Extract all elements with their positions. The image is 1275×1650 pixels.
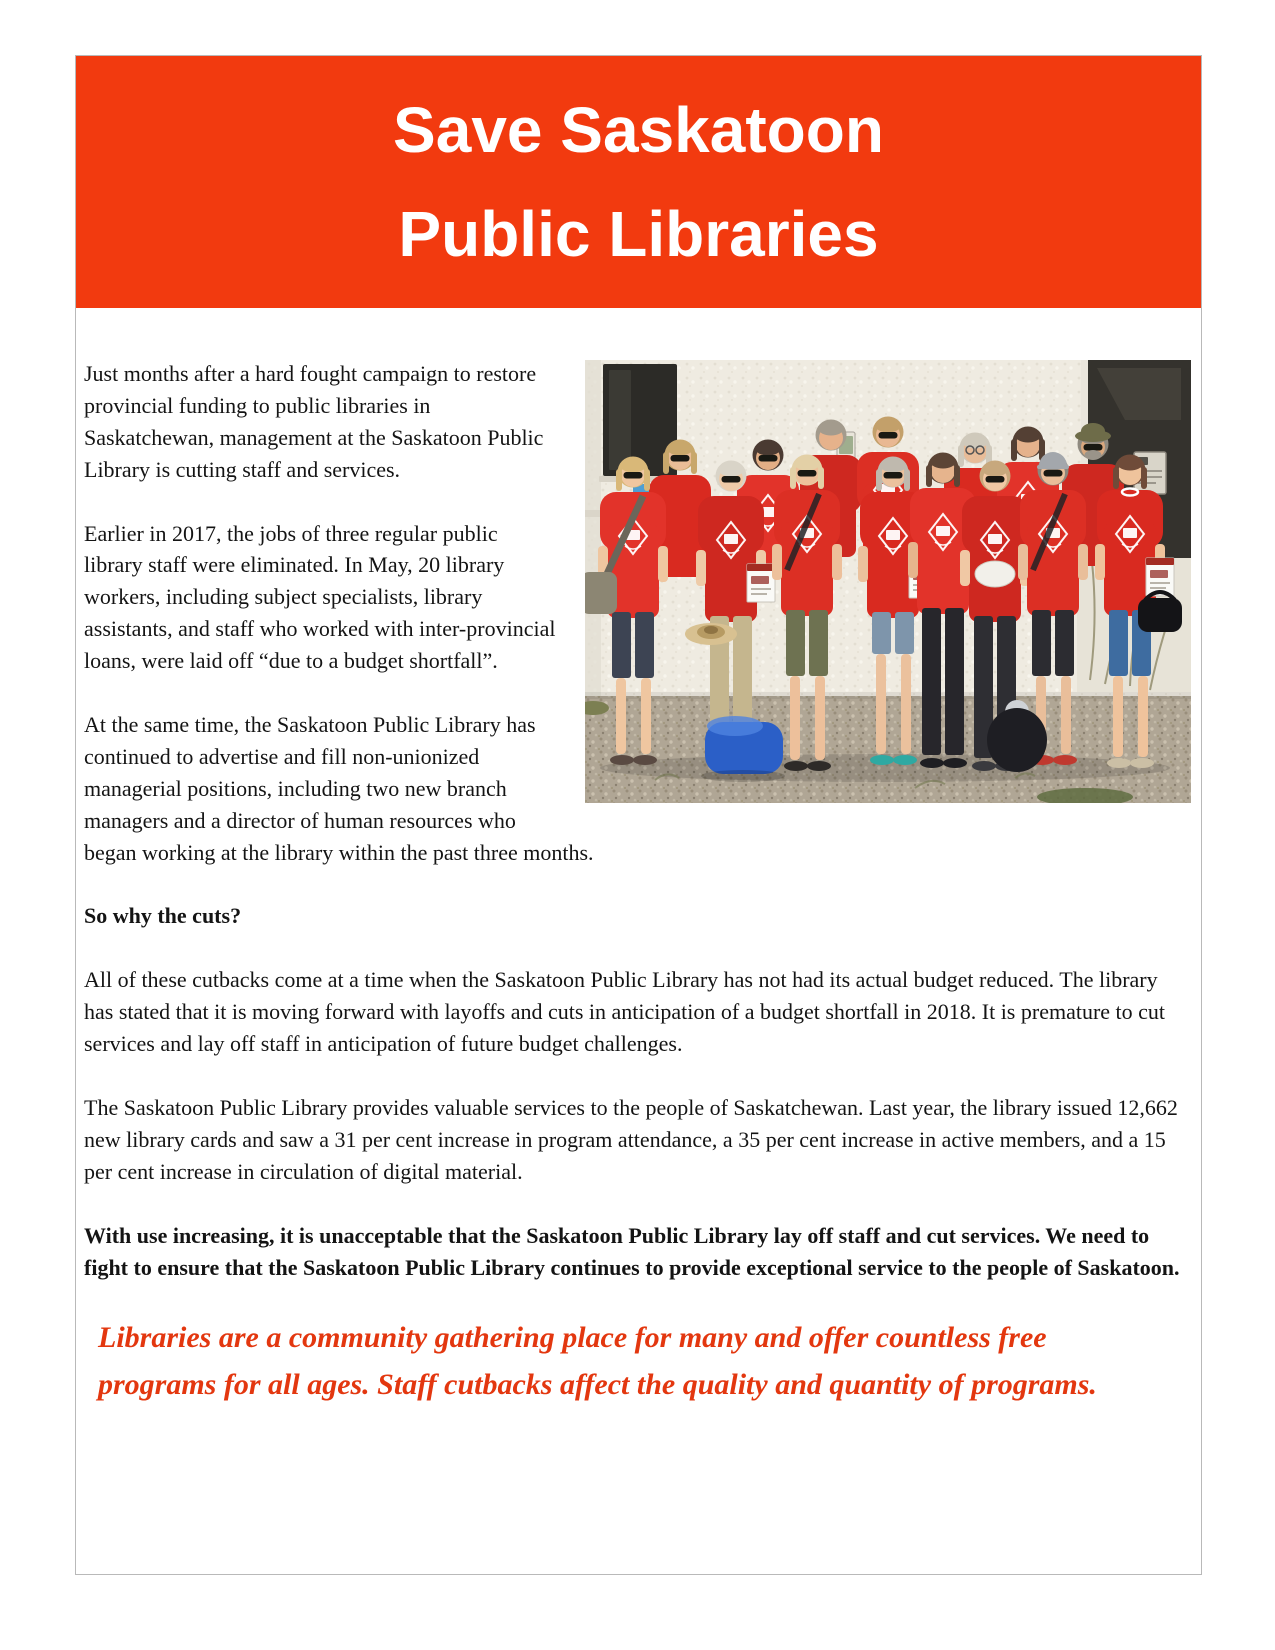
body-paragraph-3: At the same time, the Saskatoon Public Library has continued to advertise and fill non-unionized managerial positions, including two new branch managers and a director of human resources who began working at the library within the past three months. <box>84 712 594 865</box>
group-photo <box>585 360 1191 803</box>
body-paragraph-2: Earlier in 2017, the jobs of three regular public library staff were eliminated. In May, 20 library workers, including subject specialists, library assistants, and staff who worked with inter-provincial loans, were laid off “due to a budget shortfall”. <box>84 520 556 674</box>
page-frame <box>75 55 1202 1575</box>
body-paragraph-4: All of these cutbacks come at a time when the Saskatoon Public Library has not had its actual budget reduced. The library has stated that it is moving forward with layoffs and cuts in anticipation of a budget shortfall in 2018. It is premature to cut services and lay off staff in anticipation of future budget challenges. <box>84 967 1166 1057</box>
article-body <box>76 308 1201 1408</box>
body-paragraph-5: The Saskatoon Public Library provides valuable services to the people of Saskatchewan. Last year, the library issued 12,662 new library cards and saw a 31 per cent increase in program attendance, a 35 per cent increase in active members, and a 15 per cent increase in circulation of digital material. <box>84 1095 1178 1184</box>
emphasis-paragraph: With use increasing, it is unacceptable that the Saskatoon Public Library lay off staff and cut services. We need to fight to ensure that the Saskatoon Public Library continues to provide exceptional service to the people of Saskatoon. <box>84 1222 1180 1280</box>
body-paragraph-1: Just months after a hard fought campaign to restore provincial funding to public libraries in Saskatchewan, management at the Saskatoon Public Library is cutting staff and services. <box>84 361 544 482</box>
pull-quote: Libraries are a community gathering place for many and offer countless free programs for all ages. Staff cutbacks affect the quality and quantity of programs. <box>98 1321 1097 1401</box>
page-title-line-2: Public Libraries <box>398 198 879 270</box>
section-heading: So why the cuts? <box>84 903 242 929</box>
page-title-line-1: Save Saskatoon <box>393 94 884 166</box>
page-title <box>393 78 884 286</box>
banner <box>76 56 1201 308</box>
group-photo-illustration <box>585 360 1191 803</box>
